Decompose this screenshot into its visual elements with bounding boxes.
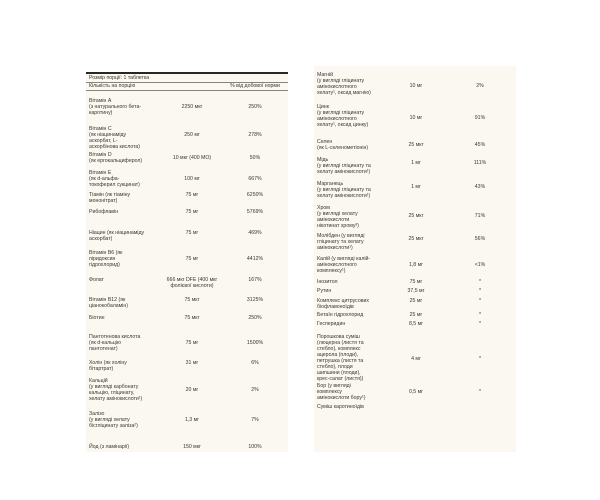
nutrient-name: Кальцій (у вигляді карбонату кальцію, гліцинату, хелату амінокислоти¹)	[89, 378, 143, 402]
supplement-facts-left	[86, 72, 288, 452]
nutrient-name: Цинк (у вигляді гліцинату амінокислотного хелату¹, оксид цинку)	[317, 104, 369, 128]
daily-value-percent: 6250%	[246, 192, 264, 198]
daily-value-percent: 43%	[474, 184, 486, 190]
nutrient-name: Йод (з ламінарії)	[89, 444, 130, 450]
nutrient-name: Магній (у вигляді гліцинату амінокислотного хелату¹, оксид магнію)	[317, 72, 371, 96]
daily-value-percent: *	[478, 356, 482, 362]
daily-value-percent: 91%	[474, 115, 486, 121]
daily-value-percent: 167%	[248, 277, 262, 283]
nutrient-amount: 75 мг	[185, 340, 199, 346]
nutrient-amount: 20 мг	[185, 387, 199, 393]
nutrient-name: Вітамін B12 (як ціанокобаламін)	[89, 297, 128, 309]
daily-value-percent: *	[478, 279, 482, 285]
nutrient-name: Біотин	[89, 315, 105, 321]
daily-value-percent: *	[478, 288, 482, 294]
nutrient-amount: 1,8 мг	[408, 262, 424, 268]
nutrient-name: Марганець (у вигляді гліцинату та хелату амінокислоти¹)	[317, 181, 371, 199]
serving-size: Розмір порції: 1 таблетка	[89, 75, 150, 81]
nutrient-name: Вітамін E (як d-альфа- токоферил сукцинат)	[89, 170, 140, 188]
daily-value-percent: 56%	[474, 236, 486, 242]
nutrient-name: Вітамін B6 (як піридоксин гідрохлорид)	[89, 250, 123, 268]
daily-value-percent: 469%	[248, 230, 262, 236]
supplement-facts-right	[314, 66, 516, 452]
nutrient-name: Молібден (у вигляді гліцинату та хелату амінокислоти¹)	[317, 233, 365, 251]
nutrient-amount: 75 мг	[185, 209, 199, 215]
nutrient-name: Інозитол	[317, 279, 338, 285]
nutrient-name: Вітамін A (з натурального бета- каротину)	[89, 98, 142, 116]
top-rule	[86, 72, 288, 74]
nutrient-name: Ніацин (як ніацинаміду аскорбат)	[89, 230, 145, 242]
daily-value-percent: 4412%	[246, 256, 264, 262]
nutrient-name: Холін (як холіну бітартрат)	[89, 360, 127, 372]
nutrient-name: Тіамін (як тіаміну мононітрат)	[89, 192, 131, 204]
nutrient-name: Бетаїн гідрохлорид	[317, 312, 364, 318]
nutrient-amount: 2250 мкг	[181, 104, 203, 110]
nutrient-amount: 25 мг	[409, 312, 423, 318]
nutrient-amount: 75 мкг	[184, 315, 200, 321]
daily-value-percent: 5769%	[246, 209, 264, 215]
daily-value-percent: *	[478, 312, 482, 318]
daily-value-percent: <1%	[474, 262, 486, 268]
nutrient-name: Калій (у вигляді калій- амінокислотного комплексу¹)	[317, 256, 371, 274]
nutrient-amount: 25 мкг	[408, 213, 424, 219]
nutrient-name: Вітамін D (як ергокальциферол)	[89, 152, 143, 164]
header-daily-value-label: % від добової норми	[230, 83, 280, 89]
nutrient-amount: 1 мг	[411, 160, 421, 166]
nutrient-amount: 0,5 мг	[408, 389, 424, 395]
daily-value-percent: 278%	[248, 132, 262, 138]
nutrient-name: Фолат	[89, 277, 104, 283]
nutrient-amount: 75 мг	[409, 279, 423, 285]
daily-value-percent: 3125%	[246, 297, 264, 303]
nutrient-name: Селен (як L-селенометіонін)	[317, 139, 369, 151]
daily-value-percent: 50%	[249, 155, 261, 161]
daily-value-percent: 667%	[248, 176, 262, 182]
daily-value-percent: 2%	[476, 83, 484, 89]
nutrient-name: Пантотенова кислота (як d-кальцію пантотенат)	[89, 334, 141, 352]
nutrient-amount: 4 мг	[411, 356, 421, 362]
daily-value-percent: 71%	[474, 213, 486, 219]
nutrient-name: Комплекс цитрусових біофлавоноїдів	[317, 298, 369, 310]
nutrient-name: Хром (у вигляді хелату амінокислоти нікотинат хрому³)	[317, 205, 359, 229]
nutrient-name: Вітамін C (як ніацинаміду аскорбат, L- аскорбінова кислота)	[89, 126, 141, 150]
nutrient-name: Бор (у вигляді комплексу амінокислоти бору¹)	[317, 383, 366, 401]
daily-value-percent: *	[478, 298, 482, 304]
nutrient-amount: 250 мг	[184, 132, 200, 138]
nutrient-amount: 150 мкг	[183, 444, 201, 450]
nutrient-amount: 666 мкг DFE (400 мкг фолієвої кислоти)	[166, 277, 218, 289]
nutrient-amount: 10 мг	[409, 83, 423, 89]
nutrient-name: Рутин	[317, 288, 332, 294]
nutrient-amount: 75 мг	[185, 256, 199, 262]
nutrient-name: Порошкова суміш (люцерна (листя та стебло), комплекс ацерола (плоди), петрушка (листя та стебло), плоди шипшини (плоди), крес-салат (листя))	[317, 334, 364, 382]
nutrient-name: Суміш каротиноїдів	[317, 404, 364, 410]
nutrient-amount: 1,3 мг	[184, 417, 200, 423]
daily-value-percent: *	[478, 321, 482, 327]
nutrient-name: Залізо (у вигляді хелату бісгліцинату заліза²)	[89, 411, 138, 429]
daily-value-percent: 1500%	[246, 340, 264, 346]
header-amount-label: Кількість на порцію	[89, 83, 136, 89]
nutrient-amount: 1 мг	[411, 184, 421, 190]
daily-value-percent: 111%	[473, 160, 487, 166]
nutrient-amount: 25 мкг	[408, 142, 424, 148]
daily-value-percent: 250%	[248, 315, 262, 321]
daily-value-percent: 7%	[251, 417, 259, 423]
nutrient-amount: 31 мг	[185, 360, 199, 366]
nutrient-name: Гесперидин	[317, 321, 346, 327]
nutrient-amount: 37,5 мг	[407, 288, 425, 294]
nutrient-amount: 100 мг	[184, 176, 200, 182]
nutrient-amount: 10 мг	[409, 115, 423, 121]
daily-value-percent: 100%	[248, 444, 262, 450]
daily-value-percent: 2%	[251, 387, 259, 393]
nutrient-amount: 75 мг	[185, 230, 199, 236]
nutrient-amount: 8,5 мг	[408, 321, 424, 327]
daily-value-percent: *	[478, 389, 482, 395]
daily-value-percent: 6%	[251, 360, 259, 366]
nutrient-amount: 75 мкг	[184, 297, 200, 303]
daily-value-percent: 45%	[474, 142, 486, 148]
header-divider	[86, 90, 288, 91]
nutrient-amount: 25 мг	[409, 298, 423, 304]
nutrient-name: Рибофлавін	[89, 209, 119, 215]
nutrient-amount: 25 мкг	[408, 236, 424, 242]
nutrient-name: Мідь (у вигляді гліцинату та хелату амінокислоти¹)	[317, 157, 371, 175]
nutrient-amount: 75 мг	[185, 192, 199, 198]
daily-value-percent: 250%	[248, 104, 262, 110]
nutrient-amount: 10 мкг (400 МО)	[172, 155, 212, 161]
